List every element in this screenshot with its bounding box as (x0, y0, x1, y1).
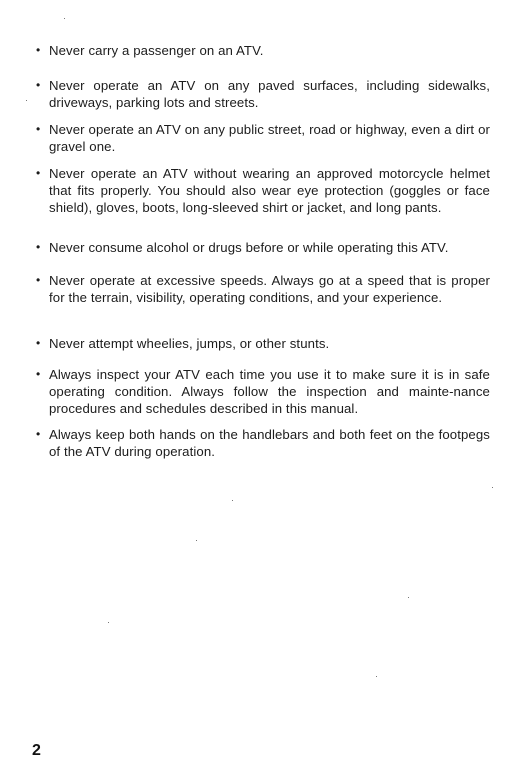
scan-speck (108, 622, 109, 623)
bullet-text: Never operate at excessive speeds. Always go at a speed that is proper for the terrain, visibility, operating conditions, and your experience. (49, 273, 490, 305)
safety-bullet-hands-feet (36, 426, 490, 460)
safety-bullet-helmet (36, 165, 490, 216)
scan-speck (492, 487, 493, 488)
safety-bullet-paved-surfaces (36, 77, 490, 111)
safety-bullet-speed (36, 272, 490, 306)
safety-bullet-passenger (36, 42, 490, 59)
bullet-marker: • (36, 166, 41, 180)
bullet-text: Never operate an ATV on any paved surfaces, including sidewalks, driveways, parking lots and streets. (49, 78, 490, 110)
bullet-marker: • (36, 427, 41, 441)
page-number: 2 (32, 742, 41, 759)
safety-bullet-alcohol-drugs (36, 239, 490, 256)
bullet-marker: • (36, 273, 41, 287)
bullet-text: Never attempt wheelies, jumps, or other stunts. (49, 336, 330, 351)
bullet-marker: • (36, 43, 41, 57)
bullet-marker: • (36, 336, 41, 350)
scan-speck (196, 540, 197, 541)
safety-bullet-stunts (36, 335, 490, 352)
scan-speck (232, 500, 233, 501)
bullet-text: Always inspect your ATV each time you use it to make sure it is in safe operating condition. Always follow the inspection and mainte-nance procedures and schedules described in this manual. (49, 367, 490, 416)
bullet-marker: • (36, 240, 41, 254)
bullet-marker: • (36, 367, 41, 381)
safety-bullet-inspection (36, 366, 490, 417)
bullet-text: Always keep both hands on the handlebars and both feet on the footpegs of the ATV during operation. (49, 427, 490, 459)
scan-speck (26, 100, 27, 101)
bullet-text: Never operate an ATV on any public street, road or highway, even a dirt or gravel one. (49, 122, 490, 154)
scan-speck (376, 676, 377, 677)
scan-speck (408, 597, 409, 598)
bullet-text: Never operate an ATV without wearing an approved motorcycle helmet that fits properly. You should also wear eye protection (goggles or face shield), gloves, boots, long-sleeved shirt or jacket, and long pants. (49, 166, 490, 215)
safety-bullet-public-roads (36, 121, 490, 155)
bullet-text: Never carry a passenger on an ATV. (49, 43, 264, 58)
bullet-marker: • (36, 78, 41, 92)
bullet-marker: • (36, 122, 41, 136)
scan-speck (64, 18, 65, 19)
bullet-text: Never consume alcohol or drugs before or while operating this ATV. (49, 240, 449, 255)
